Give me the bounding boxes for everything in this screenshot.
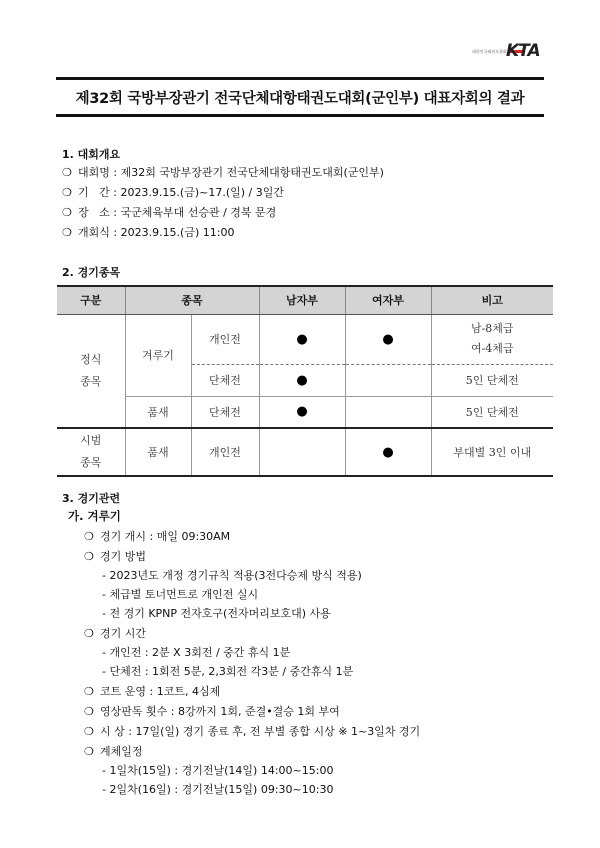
rule-item (84, 723, 420, 739)
overview-text: 개회식 : 2023.9.15.(금) 11:00 (78, 226, 235, 239)
title-box (56, 77, 544, 117)
cell-team: 단체전 (191, 396, 259, 428)
rule-text: 계체일정 (100, 745, 143, 758)
kta-logo (472, 40, 542, 62)
rule-item (84, 548, 146, 564)
table-row (57, 428, 553, 476)
section1-heading: 1. 대회개요 (62, 148, 121, 161)
rule-item (84, 683, 220, 699)
cell-dot: ● (345, 314, 431, 364)
cell-dot: ● (259, 364, 345, 396)
rule-subitem: - 체급별 토너먼트로 개인전 실시 (102, 588, 259, 601)
header-event: 종목 (125, 286, 259, 314)
cell-empty (345, 364, 431, 396)
section2-heading: 2. 경기종목 (62, 266, 121, 279)
overview-item (62, 164, 384, 180)
rule-text: 영상판독 횟수 : 8강까지 1회, 준결•결승 1회 부여 (100, 705, 340, 718)
cell-note: 5인 단체전 (431, 396, 553, 428)
bullet-icon: ❍ (84, 627, 94, 640)
cell-individual: 개인전 (191, 314, 259, 364)
rule-subitem: - 1일차(15일) : 경기전날(14일) 14:00~15:00 (102, 764, 334, 777)
rule-subitem: - 2일차(16일) : 경기전날(15일) 09:30~10:30 (102, 783, 334, 796)
cell-empty (259, 428, 345, 476)
bullet-icon: ❍ (84, 685, 94, 698)
note-women: 여-4체급 (470, 342, 514, 355)
rule-text: 경기 시간 (100, 627, 147, 640)
bullet-icon: ❍ (62, 186, 72, 199)
bullet-icon: ❍ (84, 530, 94, 543)
header-note: 비고 (431, 286, 553, 314)
bullet-icon: ❍ (84, 745, 94, 758)
header-men: 남자부 (259, 286, 345, 314)
rule-text: 시 상 : 17일(일) 경기 종료 후, 전 부별 종합 시상 ※ 1~3일차 경기 (100, 725, 421, 738)
rule-subitem: - 전 경기 KPNP 전자호구(전자머리보호대) 사용 (102, 607, 331, 620)
overview-text: 대회명 : 제32회 국방부장관기 전국단체대항태권도대회(군인부) (78, 166, 384, 179)
rule-text: 코트 운영 : 1코트, 4심제 (100, 685, 221, 698)
header-category: 구분 (57, 286, 125, 314)
bullet-icon: ❍ (84, 725, 94, 738)
overview-item (62, 204, 276, 220)
cell-note (431, 314, 553, 364)
header-women: 여자부 (345, 286, 431, 314)
section3-subheading: 가. 겨루기 (68, 509, 121, 523)
table-row (57, 396, 553, 428)
cell-poomsae: 품새 (125, 396, 191, 428)
bullet-icon: ❍ (62, 226, 72, 239)
cell-note: 부대별 3인 이내 (431, 428, 553, 476)
events-table (57, 285, 553, 477)
overview-item (62, 224, 234, 240)
rule-subitem: - 2023년도 개정 경기규칙 적용(3전다승제 방식 적용) (102, 569, 362, 582)
rule-item (84, 743, 143, 759)
cell-poomsae: 품새 (125, 428, 191, 476)
document-title: 제32회 국방부장관기 전국단체대항태권도대회(군인부) 대표자회의 결과 (75, 90, 525, 107)
logo-caption: 대한민국태권도협회 (472, 49, 507, 54)
cell-individual: 개인전 (191, 428, 259, 476)
cell-note: 5인 단체전 (431, 364, 553, 396)
section3-heading: 3. 경기관련 (62, 492, 121, 505)
rule-item (84, 625, 146, 641)
overview-text: 기 간 : 2023.9.15.(금)~17.(일) / 3일간 (78, 186, 284, 199)
table-row (57, 314, 553, 364)
note-men: 남-8체급 (470, 322, 514, 335)
bullet-icon: ❍ (62, 166, 72, 179)
cell-dot: ● (259, 314, 345, 364)
bullet-icon: ❍ (84, 550, 94, 563)
cell-gyorugi: 겨루기 (125, 314, 191, 396)
cell-dot: ● (259, 396, 345, 428)
rule-text: 경기 방법 (100, 550, 147, 563)
overview-item (62, 184, 284, 200)
rule-item (84, 703, 340, 719)
bullet-icon: ❍ (62, 206, 72, 219)
cell-official: 정식 종목 (57, 314, 125, 428)
bullet-icon: ❍ (84, 705, 94, 718)
logo-text: KTA (506, 41, 540, 61)
cell-demo: 시범 종목 (57, 428, 125, 476)
cell-dot: ● (345, 428, 431, 476)
rule-subitem: - 개인전 : 2분 X 3회전 / 중간 휴식 1분 (102, 646, 291, 659)
rule-text: 경기 개시 : 매일 09:30AM (100, 530, 231, 543)
rule-item (84, 528, 230, 544)
cell-team: 단체전 (191, 364, 259, 396)
cell-empty (345, 396, 431, 428)
overview-text: 장 소 : 국군체육부대 선승관 / 경북 문경 (78, 206, 277, 219)
rule-subitem: - 단체전 : 1회전 5분, 2,3회전 각3분 / 중간휴식 1분 (102, 665, 354, 678)
table-header-row (57, 286, 553, 314)
